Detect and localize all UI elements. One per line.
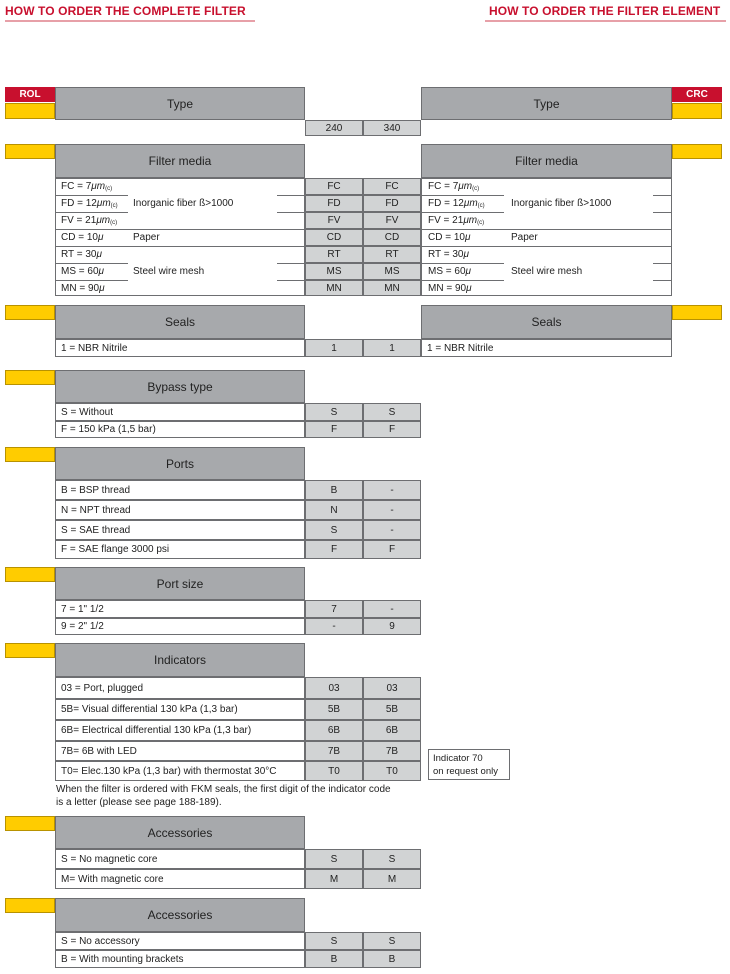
media-row-cd: CD = 10μ: [61, 232, 104, 243]
fkm-note-line: When the filter is ordered with FKM seals, the first digit of the indicator code: [56, 784, 391, 795]
port-size-code-slot: [5, 567, 55, 582]
seals-code-slot-left: [5, 305, 55, 320]
media-code-mn-240[interactable]: MN: [305, 280, 363, 296]
media-code-cd-240[interactable]: CD: [305, 229, 363, 246]
media-group-paper-right: Paper: [511, 232, 538, 243]
indicators-row: 6B= Electrical differential 130 kPa (1,3 bar): [55, 720, 305, 741]
indicators-code-240[interactable]: 5B: [305, 699, 363, 720]
media-code-rt-340[interactable]: RT: [363, 246, 421, 263]
seals-row-left: 1 = NBR Nitrile: [55, 339, 305, 357]
bypass-code-240[interactable]: S: [305, 403, 363, 421]
ports-code-240[interactable]: N: [305, 500, 363, 520]
media-row-mn-right: MN = 90μ: [428, 283, 472, 294]
bypass-code-slot: [5, 370, 55, 385]
left-header-underline: [5, 20, 255, 22]
media-code-slot-right: [672, 144, 722, 159]
media-sep: [55, 212, 128, 213]
port-size-row: 7 = 1" 1/2: [55, 600, 305, 618]
bypass-code-340[interactable]: F: [363, 421, 421, 438]
media-group-inorganic-left: Inorganic fiber ß>1000: [133, 198, 234, 209]
ports-row: B = BSP thread: [55, 480, 305, 500]
accessories2-row: B = With mounting brackets: [55, 950, 305, 968]
port-size-header: Port size: [55, 567, 305, 600]
ports-code-240[interactable]: B: [305, 480, 363, 500]
accessories1-header: Accessories: [55, 816, 305, 849]
indicators-code-slot: [5, 643, 55, 658]
media-sep: [421, 263, 504, 264]
right-header-underline: [485, 20, 726, 22]
ports-header: Ports: [55, 447, 305, 480]
left-header: HOW TO ORDER THE COMPLETE FILTER: [5, 4, 246, 18]
media-code-fd-240[interactable]: FD: [305, 195, 363, 212]
media-header-right: Filter media: [421, 144, 672, 178]
seals-code-240[interactable]: 1: [305, 339, 363, 357]
indicators-code-240[interactable]: 7B: [305, 741, 363, 761]
size-340[interactable]: 340: [363, 120, 421, 136]
media-row-cd-right: CD = 10μ: [428, 232, 471, 243]
fkm-note: [56, 783, 436, 809]
accessories1-code-slot: [5, 816, 55, 831]
accessories2-row: S = No accessory: [55, 932, 305, 950]
ports-code-slot: [5, 447, 55, 462]
media-row-fc: FC = $7\mu m_{(c)}$: [61, 181, 113, 192]
media-code-ms-340[interactable]: MS: [363, 263, 421, 280]
fkm-note-line: is a letter (please see page 188-189).: [56, 797, 222, 808]
rol-code-badge: ROL: [5, 87, 55, 102]
media-sep: [653, 195, 672, 196]
accessories1-code-240[interactable]: S: [305, 849, 363, 869]
ports-code-240[interactable]: S: [305, 520, 363, 540]
media-row-fv: FV = $21\mu m_{(c)}$: [61, 215, 118, 226]
media-row-fv-right: FV = $21\mu m_{(c)}$: [428, 215, 485, 226]
accessories2-code-340[interactable]: S: [363, 932, 421, 950]
media-code-slot-left: [5, 144, 55, 159]
accessories2-header: Accessories: [55, 898, 305, 932]
media-code-fc-340[interactable]: FC: [363, 178, 421, 195]
media-sep: [421, 195, 504, 196]
ports-code-340[interactable]: F: [363, 540, 421, 559]
indicators-code-340[interactable]: 03: [363, 677, 421, 699]
port-size-code-240[interactable]: 7: [305, 600, 363, 618]
accessories2-code-340[interactable]: B: [363, 950, 421, 968]
media-header-left: Filter media: [55, 144, 305, 178]
media-group-steel-left: Steel wire mesh: [133, 266, 205, 277]
media-row-fd: FD = $12\mu m_{(c)}$: [61, 198, 118, 209]
media-code-ms-240[interactable]: MS: [305, 263, 363, 280]
accessories2-code-slot: [5, 898, 55, 913]
media-row-rt: RT = 30μ: [61, 249, 102, 260]
accessories1-row: M= With magnetic core: [55, 869, 305, 889]
indicators-code-340[interactable]: 6B: [363, 720, 421, 741]
ports-row: F = SAE flange 3000 psi: [55, 540, 305, 559]
media-code-rt-240[interactable]: RT: [305, 246, 363, 263]
indicators-code-340[interactable]: 7B: [363, 741, 421, 761]
media-sep: [55, 229, 305, 230]
media-sep: [653, 212, 672, 213]
media-sep: [421, 246, 672, 247]
port-size-code-240[interactable]: -: [305, 618, 363, 635]
bypass-code-340[interactable]: S: [363, 403, 421, 421]
indicators-row: 7B= 6B with LED: [55, 741, 305, 761]
indicator-side-note: [428, 749, 510, 780]
media-code-cd-340[interactable]: CD: [363, 229, 421, 246]
indicators-code-240[interactable]: 03: [305, 677, 363, 699]
indicators-row: 5B= Visual differential 130 kPa (1,3 bar): [55, 699, 305, 720]
media-code-mn-340[interactable]: MN: [363, 280, 421, 296]
ports-row: N = NPT thread: [55, 500, 305, 520]
port-size-row: 9 = 2" 1/2: [55, 618, 305, 635]
media-code-fv-340[interactable]: FV: [363, 212, 421, 229]
indicator-side-note-line: Indicator 70: [433, 753, 483, 764]
media-sep: [55, 246, 305, 247]
ports-code-240[interactable]: F: [305, 540, 363, 559]
media-sep: [55, 263, 128, 264]
indicators-code-340[interactable]: T0: [363, 761, 421, 781]
crc-code-slot: [672, 103, 722, 119]
media-sep: [277, 195, 305, 196]
indicators-code-340[interactable]: 5B: [363, 699, 421, 720]
accessories2-code-240[interactable]: B: [305, 950, 363, 968]
media-row-fd-right: FD = $12\mu m_{(c)}$: [428, 198, 485, 209]
media-sep: [55, 195, 128, 196]
media-code-fd-340[interactable]: FD: [363, 195, 421, 212]
bypass-code-240[interactable]: F: [305, 421, 363, 438]
accessories2-code-240[interactable]: S: [305, 932, 363, 950]
media-row-mn: MN = 90μ: [61, 283, 105, 294]
seals-header-left: Seals: [55, 305, 305, 339]
indicators-row: 03 = Port, plugged: [55, 677, 305, 699]
type-header-right: Type: [421, 87, 672, 120]
ports-code-340[interactable]: -: [363, 500, 421, 520]
media-sep: [421, 212, 504, 213]
indicators-row: T0= Elec.130 kPa (1,3 bar) with thermostat 30°C: [55, 761, 305, 781]
accessories1-code-340[interactable]: M: [363, 869, 421, 889]
media-row-fc-right: FC = $7\mu m_{(c)}$: [428, 181, 480, 192]
media-code-fv-240[interactable]: FV: [305, 212, 363, 229]
media-row-ms-right: MS = 60μ: [428, 266, 472, 277]
seals-code-340[interactable]: 1: [363, 339, 421, 357]
ports-code-340[interactable]: -: [363, 520, 421, 540]
accessories1-row: S = No magnetic core: [55, 849, 305, 869]
media-sep: [653, 263, 672, 264]
media-group-inorganic-right: Inorganic fiber ß>1000: [511, 198, 612, 209]
port-size-code-340[interactable]: -: [363, 600, 421, 618]
media-sep: [277, 280, 305, 281]
media-row-rt-right: RT = 30μ: [428, 249, 469, 260]
media-sep: [421, 229, 672, 230]
ports-code-340[interactable]: -: [363, 480, 421, 500]
seals-code-slot-right: [672, 305, 722, 320]
seals-header-right: Seals: [421, 305, 672, 339]
right-header: HOW TO ORDER THE FILTER ELEMENT: [489, 4, 721, 18]
media-code-fc-240[interactable]: FC: [305, 178, 363, 195]
ports-row: S = SAE thread: [55, 520, 305, 540]
accessories1-code-340[interactable]: S: [363, 849, 421, 869]
media-sep: [277, 212, 305, 213]
indicators-code-240[interactable]: 6B: [305, 720, 363, 741]
media-sep: [653, 280, 672, 281]
type-header-left: Type: [55, 87, 305, 120]
media-group-steel-right: Steel wire mesh: [511, 266, 583, 277]
indicators-header: Indicators: [55, 643, 305, 677]
seals-row-right: 1 = NBR Nitrile: [421, 339, 672, 357]
rol-code-slot: [5, 103, 55, 119]
media-sep: [421, 280, 504, 281]
media-sep: [277, 263, 305, 264]
indicator-side-note-line: on request only: [433, 766, 498, 777]
size-240[interactable]: 240: [305, 120, 363, 136]
bypass-header: Bypass type: [55, 370, 305, 403]
indicators-code-240[interactable]: T0: [305, 761, 363, 781]
media-row-ms: MS = 60μ: [61, 266, 105, 277]
bypass-row: F = 150 kPa (1,5 bar): [55, 421, 305, 438]
bypass-row: S = Without: [55, 403, 305, 421]
accessories1-code-240[interactable]: M: [305, 869, 363, 889]
media-group-paper-left: Paper: [133, 232, 160, 243]
port-size-code-340[interactable]: 9: [363, 618, 421, 635]
media-sep: [55, 280, 128, 281]
crc-code-badge: CRC: [672, 87, 722, 102]
